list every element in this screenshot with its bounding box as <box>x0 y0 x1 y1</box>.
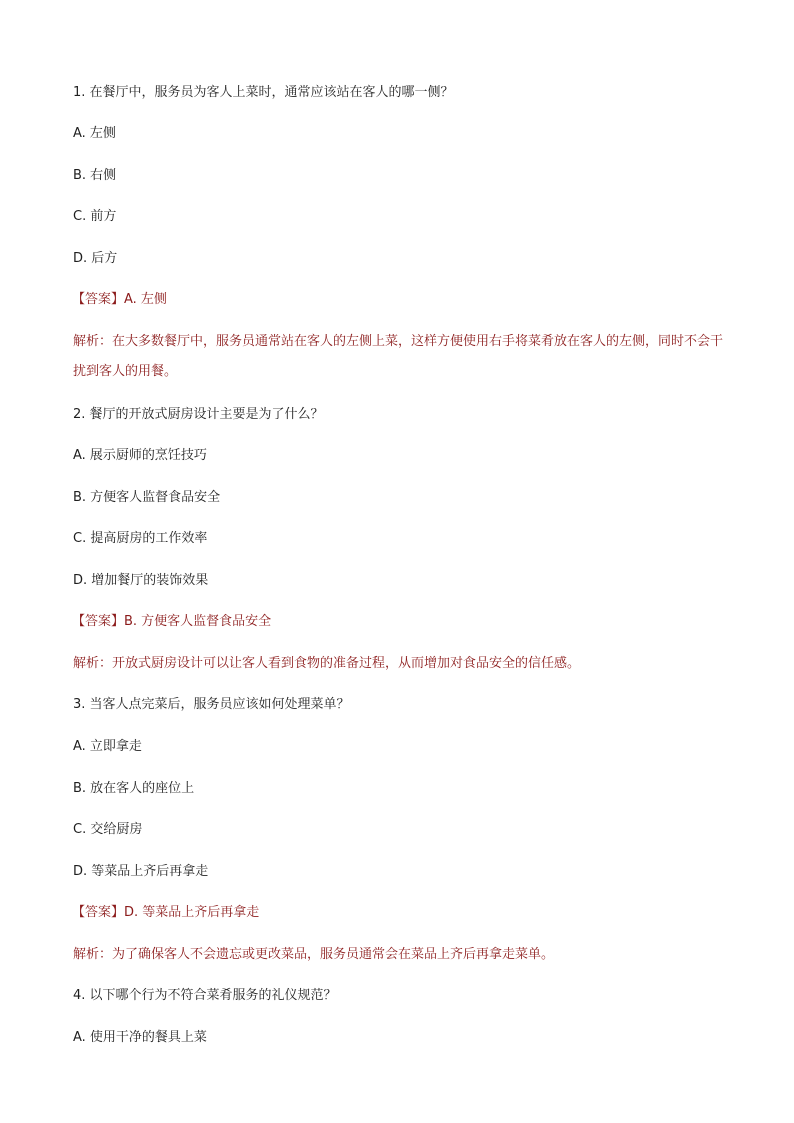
question-1-option-d: D. 后方 <box>73 251 118 266</box>
question-2-option-b: B. 方便客人监督食品安全 <box>73 490 221 505</box>
question-2-analysis: 解析：开放式厨房设计可以让客人看到食物的准备过程，从而增加对食品安全的信任感。 <box>73 656 581 671</box>
question-3-option-a: A. 立即拿走 <box>73 739 142 754</box>
question-3-analysis: 解析：为了确保客人不会遗忘或更改菜品，服务员通常会在菜品上齐后再拿走菜单。 <box>73 947 555 962</box>
question-3-option-c: C. 交给厨房 <box>73 822 143 837</box>
question-1-option-b: B. 右侧 <box>73 168 117 183</box>
question-1-answer: 【答案】A. 左侧 <box>72 292 167 307</box>
question-2: 2. 餐厅的开放式厨房设计主要是为了什么？ <box>73 407 324 422</box>
question-1: 1. 在餐厅中，服务员为客人上菜时，通常应该站在客人的哪一侧？ <box>73 85 454 100</box>
question-2-answer: 【答案】B. 方便客人监督食品安全 <box>72 614 272 629</box>
question-3-option-d: D. 等菜品上齐后再拿走 <box>73 864 209 879</box>
question-3: 3. 当客人点完菜后，服务员应该如何处理菜单？ <box>73 697 350 712</box>
question-3-option-b: B. 放在客人的座位上 <box>73 781 195 796</box>
question-4: 4. 以下哪个行为不符合菜肴服务的礼仪规范？ <box>73 988 337 1003</box>
question-2-option-a: A. 展示厨师的烹饪技巧 <box>73 448 207 463</box>
question-3-answer: 【答案】D. 等菜品上齐后再拿走 <box>72 905 260 920</box>
question-2-option-d: D. 增加餐厅的装饰效果 <box>73 573 209 588</box>
question-4-option-a: A. 使用干净的餐具上菜 <box>73 1030 207 1045</box>
question-1-analysis: 解析：在大多数餐厅中，服务员通常站在客人的左侧上菜，这样方便使用右手将菜肴放在客人的左侧，同时不会干扰到客人的用餐。 <box>73 334 724 379</box>
question-1-option-c: C. 前方 <box>73 209 117 224</box>
question-2-option-c: C. 提高厨房的工作效率 <box>73 531 208 546</box>
question-1-option-a: A. 左侧 <box>73 126 116 141</box>
